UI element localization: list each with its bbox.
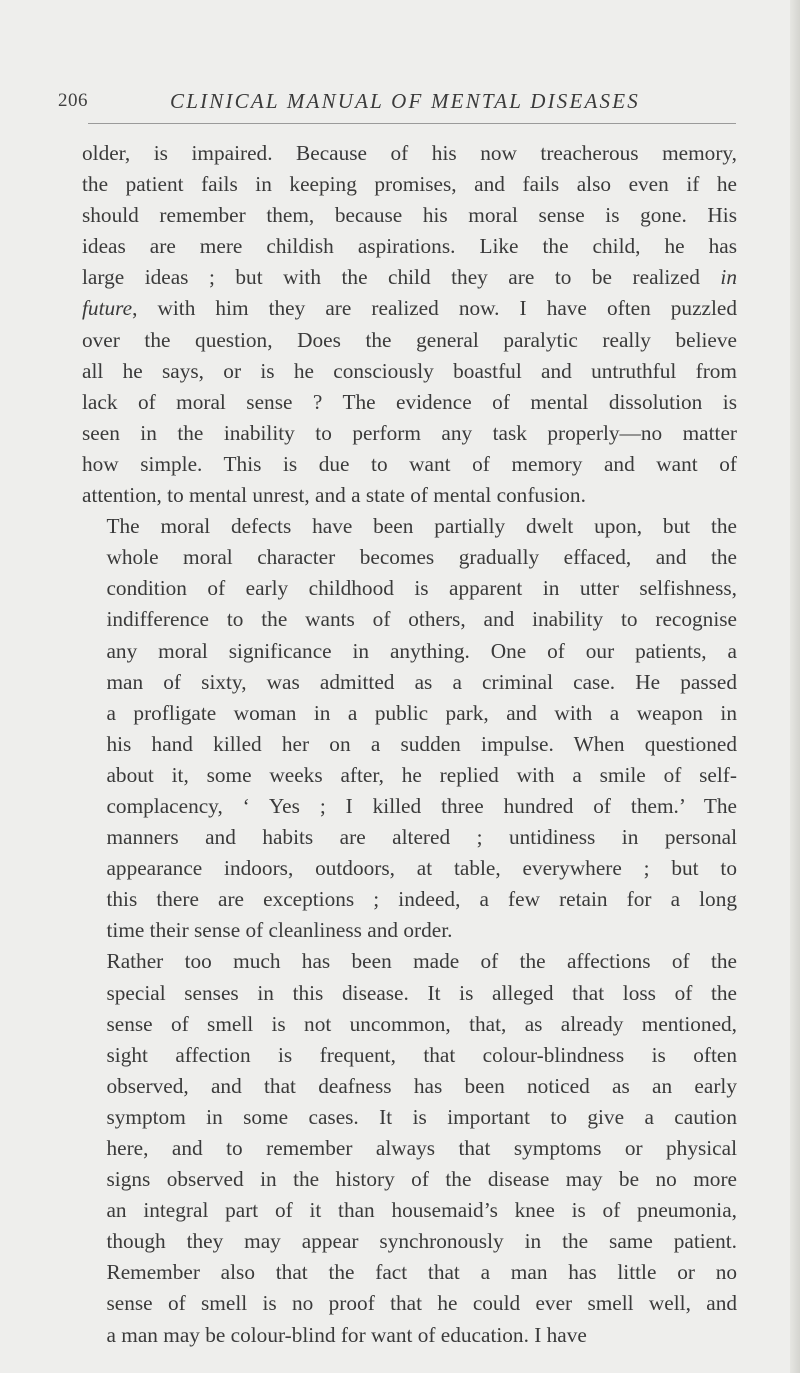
text-line: all he says, or is he consciously boastful and untruthful from: [82, 358, 737, 383]
text-line: sight affection is frequent, that colour-blindness is often: [106, 1042, 737, 1067]
paragraph: [82, 511, 737, 946]
header-rule: [88, 123, 736, 124]
text-line: appearance indoors, outdoors, at table, everywhere ; but to: [106, 856, 737, 881]
text-line: sense of smell is no proof that he could ever smell well, and: [106, 1291, 737, 1316]
text-line: an integral part of it than housemaid’s knee is of pneumonia,: [106, 1198, 737, 1223]
text-line: how simple. This is due to want of memory and want of: [82, 451, 737, 476]
text-line: man of sixty, was admitted as a criminal case. He passed: [106, 669, 737, 694]
text-line: sense of smell is not uncommon, that, as already mentioned,: [106, 1011, 737, 1036]
text-line: a man may be colour-blind for want of education. I have: [106, 1322, 587, 1347]
text-line: indifference to the wants of others, and inability to recognise: [106, 607, 737, 632]
text-line: this there are exceptions ; indeed, a few retain for a long: [106, 887, 737, 912]
text-line: seen in the inability to perform any task properly—no matter: [82, 420, 737, 445]
page-edge-shadow: [790, 0, 800, 1373]
text-line: though they may appear synchronously in the same patient.: [106, 1229, 737, 1254]
text-line: complacency, ‘ Yes ; I killed three hundred of them.’ The: [106, 793, 737, 818]
text-line: here, and to remember always that symptoms or physical: [106, 1136, 737, 1160]
text-line: manners and habits are altered ; untidiness in personal: [106, 825, 737, 850]
text-line: observed, and that deafness has been noticed as an early: [106, 1073, 737, 1098]
page-number: 206: [58, 90, 88, 111]
text-line: the patient fails in keeping promises, and fails also even if he: [82, 172, 737, 197]
text-line: The moral defects have been partially dwelt upon, but the: [106, 514, 737, 539]
running-title: CLINICAL MANUAL OF MENTAL DISEASES: [170, 89, 640, 113]
text-line: large ideas ; but with the child they are to be realized in: [82, 265, 737, 290]
text-line: Rather too much has been made of the affections of the: [106, 949, 737, 974]
text-line: Remember also that the fact that a man has little or no: [106, 1260, 737, 1285]
text-line: about it, some weeks after, he replied with a smile of self-: [106, 762, 737, 787]
text-line: over the question, Does the general paralytic really believe: [82, 327, 737, 352]
text-line: his hand killed her on a sudden impulse. When questioned: [106, 731, 737, 756]
text-line: lack of moral sense ? The evidence of mental dissolution is: [82, 389, 737, 414]
text-line: any moral significance in anything. One of our patients, a: [106, 638, 737, 663]
running-header: [58, 84, 748, 116]
text-line: ideas are mere childish aspirations. Like the child, he has: [82, 234, 737, 259]
text-line: should remember them, because his moral sense is gone. His: [82, 203, 737, 228]
text-line: symptom in some cases. It is important to give a caution: [106, 1104, 737, 1129]
text-line: signs observed in the history of the disease may be no more: [106, 1167, 737, 1192]
body-text: [82, 138, 737, 1351]
paragraph: [82, 138, 737, 511]
text-line: whole moral character becomes gradually effaced, and the: [106, 545, 737, 570]
paragraph: [82, 946, 737, 1350]
text-line: future, with him they are realized now. I have often puzzled: [82, 296, 737, 321]
text-line: condition of early childhood is apparent in utter selfishness,: [106, 576, 737, 601]
text-line: time their sense of cleanliness and order.: [106, 918, 453, 943]
text-line: older, is impaired. Because of his now treacherous memory,: [82, 141, 737, 165]
text-line: special senses in this disease. It is alleged that loss of the: [106, 980, 737, 1005]
text-line: a profligate woman in a public park, and with a weapon in: [106, 700, 737, 725]
text-line: attention, to mental unrest, and a state of mental confusion.: [82, 483, 586, 508]
